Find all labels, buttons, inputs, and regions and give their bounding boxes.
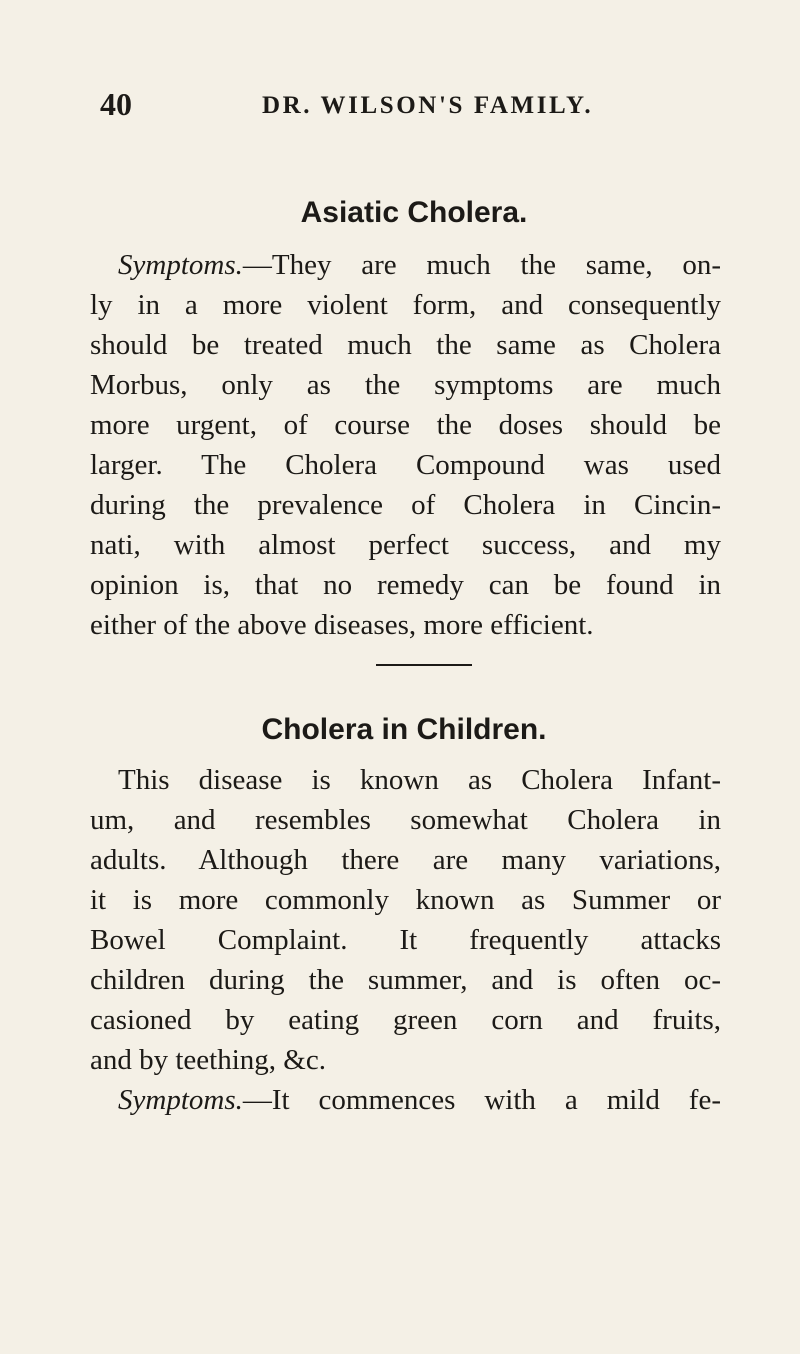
paragraph-line: Morbus, only as the symptoms are much bbox=[90, 369, 721, 401]
paragraph-line: during the prevalence of Cholera in Cincin- bbox=[90, 489, 721, 521]
paragraph-line: children during the summer, and is often oc- bbox=[90, 964, 721, 996]
section-divider bbox=[376, 664, 472, 666]
page-number: 40 bbox=[100, 86, 132, 122]
running-title: DR. WILSON'S FAMILY. bbox=[262, 92, 594, 119]
running-head bbox=[0, 84, 800, 124]
section-title-asiatic-cholera: Asiatic Cholera. bbox=[300, 196, 528, 229]
paragraph-line: This disease is known as Cholera Infant- bbox=[118, 764, 721, 796]
paragraph-line: it is more commonly known as Summer or bbox=[90, 884, 721, 916]
paragraph-line: larger. The Cholera Compound was used bbox=[90, 449, 721, 481]
paragraph-line: should be treated much the same as Cholera bbox=[90, 329, 721, 361]
symptoms-lead: Symptoms. bbox=[118, 249, 243, 281]
paragraph-line: and by teething, &c. bbox=[90, 1044, 326, 1076]
paragraph-line: nati, with almost perfect success, and my bbox=[90, 529, 721, 561]
paragraph-line: um, and resembles somewhat Cholera in bbox=[90, 804, 721, 836]
symptoms-lead: Symptoms. bbox=[118, 1084, 243, 1116]
paragraph-line: more urgent, of course the doses should be bbox=[90, 409, 721, 441]
paragraph-line: Symptoms.—They are much the same, on- bbox=[118, 249, 721, 281]
paragraph-line: Bowel Complaint. It frequently attacks bbox=[90, 924, 721, 956]
paragraph-line: either of the above diseases, more efficient. bbox=[90, 609, 594, 641]
paragraph-line: Symptoms.—It commences with a mild fe- bbox=[118, 1084, 721, 1116]
paragraph-line: casioned by eating green corn and fruits, bbox=[90, 1004, 721, 1036]
section-title-cholera-in-children: Cholera in Children. bbox=[261, 713, 547, 746]
paragraph-line: ly in a more violent form, and consequently bbox=[90, 289, 721, 321]
paragraph-line: adults. Although there are many variations, bbox=[90, 844, 721, 876]
paragraph-line: opinion is, that no remedy can be found in bbox=[90, 569, 721, 601]
